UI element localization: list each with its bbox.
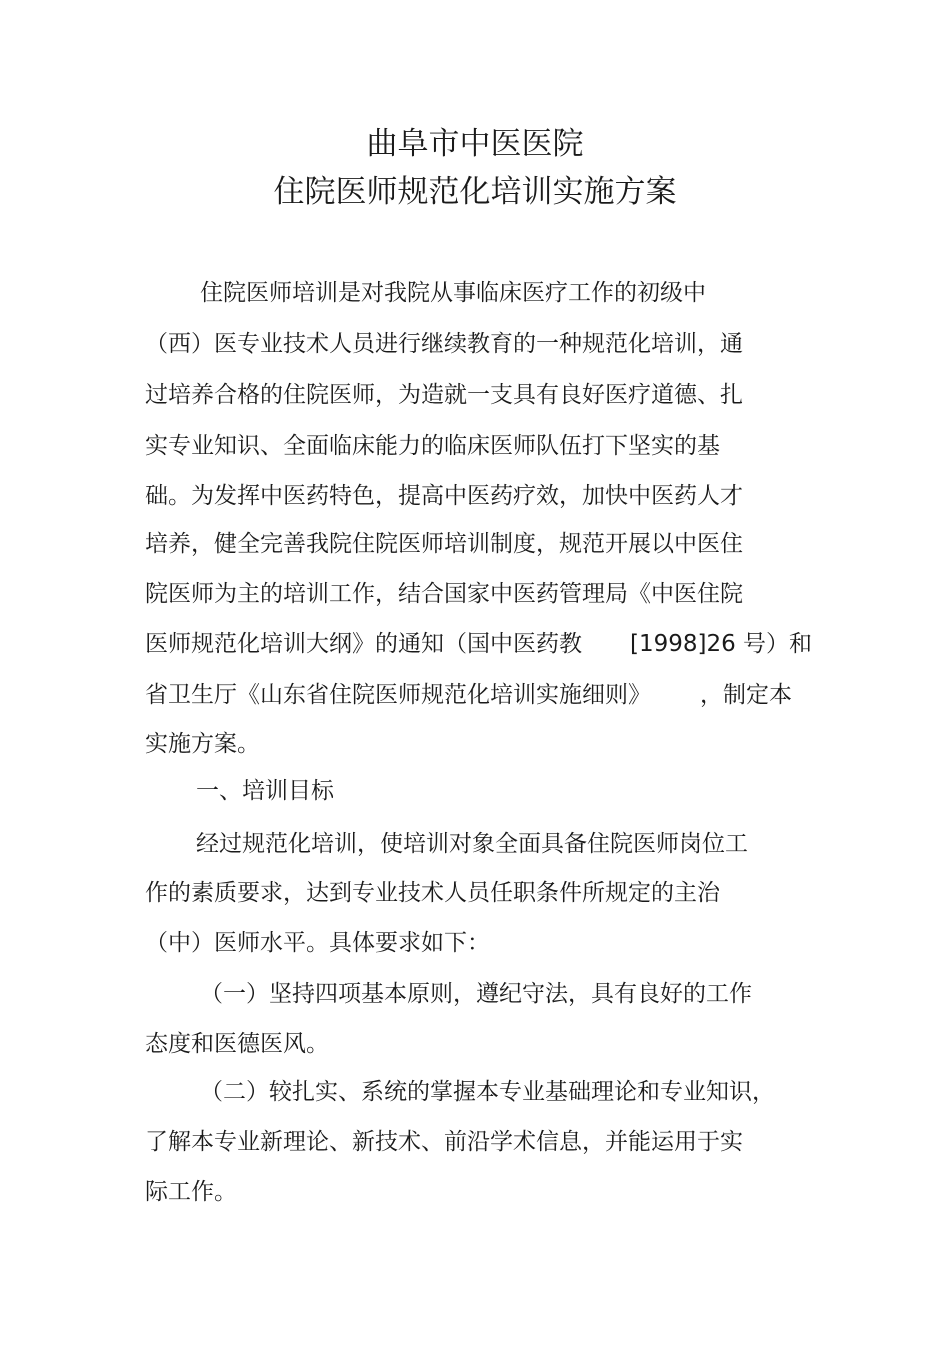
paragraph-line: 础。为发挥中医药特色，提高中医药疗效，加快中医药人才 xyxy=(145,483,743,509)
paragraph-line: （西）医专业技术人员进行继续教育的一种规范化培训，通 xyxy=(145,331,743,357)
paragraph-line: 经过规范化培训，使培训对象全面具备住院医师岗位工 xyxy=(196,831,748,857)
document-title-hospital: 曲阜市中医医院 xyxy=(366,126,584,162)
paragraph-line: 省卫生厅《山东省住院医师规范化培训实施细则》 xyxy=(145,682,651,708)
paragraph-line: 过培养合格的住院医师，为造就一支具有良好医疗道德、扎 xyxy=(145,382,743,408)
paragraph-line: 住院医师培训是对我院从事临床医疗工作的初级中 xyxy=(200,280,706,306)
paragraph-line: 作的素质要求，达到专业技术人员任职条件所规定的主治 xyxy=(145,880,720,906)
paragraph-line: 医师规范化培训大纲》的通知（国中医药教 xyxy=(145,631,582,657)
paragraph-line-tail: ，制定本 xyxy=(700,682,792,708)
paragraph-line: 态度和医德医风。 xyxy=(145,1031,329,1057)
paragraph-line: 实施方案。 xyxy=(145,731,260,757)
list-item-2: （二）较扎实、系统的掌握本专业基础理论和专业知识， xyxy=(200,1079,775,1105)
paragraph-line: 际工作。 xyxy=(145,1179,237,1205)
list-item-1: （一）坚持四项基本原则，遵纪守法，具有良好的工作 xyxy=(200,981,752,1007)
document-title-plan: 住院医师规范化培训实施方案 xyxy=(273,174,677,210)
paragraph-line: 了解本专业新理论、新技术、前沿学术信息，并能运用于实 xyxy=(145,1129,743,1155)
paragraph-line-reference: [1998]26 号）和 xyxy=(630,631,813,657)
section-heading: 一、培训目标 xyxy=(196,778,334,804)
paragraph-line: 实专业知识、全面临床能力的临床医师队伍打下坚实的基 xyxy=(145,433,720,459)
paragraph-line: 院医师为主的培训工作，结合国家中医药管理局《中医住院 xyxy=(145,581,743,607)
paragraph-line: 培养，健全完善我院住院医师培训制度，规范开展以中医住 xyxy=(145,531,743,557)
paragraph-line: （中）医师水平。具体要求如下： xyxy=(145,930,490,956)
